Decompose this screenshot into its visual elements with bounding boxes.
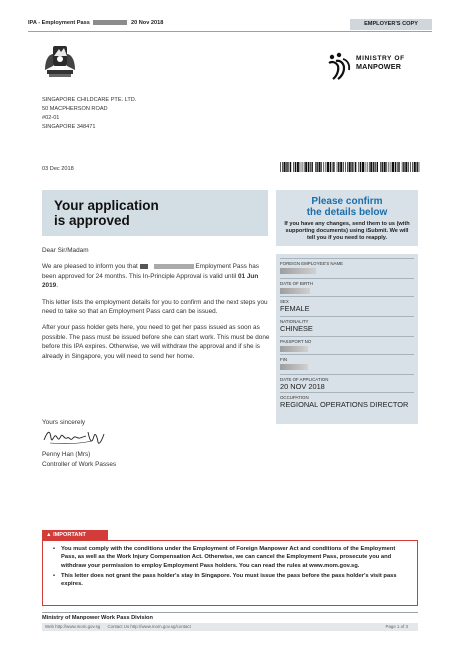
- field-fin: [280, 354, 414, 370]
- nationality-value: CHINESE: [280, 324, 313, 333]
- footer-web-link[interactable]: Web http://www.mom.gov.sg: [45, 624, 101, 629]
- signer-block: [42, 450, 116, 470]
- mom-emblem-icon: [326, 52, 354, 80]
- footer-org: Ministry of Manpower Work Pass Division: [42, 615, 153, 621]
- redacted-passport-value: [280, 346, 308, 352]
- reference-line: [28, 20, 163, 26]
- sex-value: FEMALE: [280, 304, 310, 313]
- letter-body: [42, 246, 270, 368]
- field-employee-name: [280, 258, 414, 274]
- paragraph-1-rest: Employment Pass has been approved for 24 months. This In-Principle Approval is valid until: [42, 263, 259, 280]
- header-bar: [28, 20, 432, 32]
- field-passport-no: [280, 336, 414, 352]
- signer-name: Penny Han (Mrs): [42, 451, 91, 458]
- approval-banner: [42, 190, 268, 236]
- redacted-employee-name-value: [280, 268, 316, 274]
- field-sex: [280, 296, 414, 314]
- paragraph-3: After your pass holder gets here, you need to get her pass issued as soon as possible. The pass must be issued before she can start work. This must be done before this IPA expires. Otherwise, we will withdraw the approval and if she is already in Singapore, you will need to send her home.: [42, 324, 270, 360]
- footer-links: [42, 623, 418, 631]
- footer: [42, 612, 418, 631]
- important-item-2: • This letter does not grant the pass holder's stay in Singapore. You must issue the pass before the pass holder's visit pass expires.: [53, 572, 411, 589]
- field-nationality: [280, 316, 414, 334]
- closing: Yours sincerely: [42, 419, 86, 426]
- salutation: Dear Sir/Madam: [42, 247, 89, 254]
- doa-value: 20 NOV 2018: [280, 382, 325, 391]
- important-notice: [42, 540, 418, 606]
- sex-label: SEX: [280, 299, 289, 304]
- warning-icon: ▲: [46, 532, 54, 538]
- redacted-employee-name: [140, 264, 194, 269]
- valid-until-date: 01 Jun 2019: [42, 272, 259, 290]
- singapore-crest-icon: [42, 44, 78, 80]
- letter-date: 03 Dec 2018: [42, 166, 74, 172]
- address-line-4: SINGAPORE 348471: [42, 124, 96, 130]
- page-number: Page 1 of 3: [385, 624, 408, 629]
- important-label: IMPORTANT: [53, 532, 86, 538]
- mom-line2: MANPOWER: [356, 62, 402, 72]
- field-date-of-application: [280, 374, 414, 392]
- occupation-value: REGIONAL OPERATIONS DIRECTOR: [280, 400, 409, 409]
- paragraph-1: We are pleased to inform you that Employment Pass has been approved for 24 months. This In-Principle Approval is valid until 01 Jun 2019.: [42, 263, 259, 290]
- confirm-subtext: If you have any changes, send them to us (with supporting documents) using iSubmit. We will tell you if you need to reapply.: [284, 221, 410, 241]
- paragraph-1-start: We are pleased to inform you that: [42, 263, 138, 271]
- mom-logo: [326, 52, 436, 82]
- dob-label: DATE OF BIRTH: [280, 281, 314, 286]
- address-line-1: SINGAPORE CHILDCARE PTE. LTD.: [42, 97, 137, 103]
- mom-wordmark: [356, 55, 405, 71]
- paragraph-2: This letter lists the employment details for you to confirm and the next steps you need to take so that an Employment Pass card can be issued.: [42, 298, 268, 316]
- redacted-dob-value: [280, 288, 310, 294]
- mom-line1: MINISTRY OF: [356, 55, 405, 62]
- barcode-icon: [280, 162, 422, 172]
- signer-title: Controller of Work Passes: [42, 461, 117, 468]
- address-line-3: #02-01: [42, 115, 60, 121]
- copy-label: EMPLOYER'S COPY: [350, 19, 432, 30]
- redacted-reference: [93, 20, 127, 25]
- occupation-label: OCCUPATION: [280, 395, 309, 400]
- approval-line-2: is approved: [54, 213, 130, 228]
- employer-address: [42, 96, 136, 132]
- field-occupation: [280, 392, 414, 410]
- approval-title: [54, 198, 159, 228]
- nationality-label: NATIONALITY: [280, 319, 309, 324]
- employee-name-label: FOREIGN EMPLOYEE'S NAME: [280, 261, 344, 266]
- approval-line-1: Your application: [54, 198, 159, 213]
- doa-label: DATE OF APPLICATION: [280, 377, 329, 382]
- important-tag: [42, 530, 108, 540]
- employee-details-panel: [276, 254, 418, 424]
- field-date-of-birth: [280, 278, 414, 294]
- footer-contact-link[interactable]: Contact Us http://www.mom.gov.sg/contact: [107, 624, 191, 629]
- signature-icon: [42, 426, 106, 448]
- important-item-1: • You must comply with the conditions under the Employment of Foreign Manpower Act and conditions of the Employment Pass, as well as the Work Injury Compensation Act. Otherwise, we can cancel the Employment Pass, prosecute you and withdraw your permission to employ Employment Pass holders. You can read the rules at www.mom.gov.sg.: [53, 545, 411, 570]
- confirm-heading-1: Please confirm: [311, 196, 383, 207]
- fin-label: FIN: [280, 357, 288, 362]
- reference-prefix: IPA - Employment Pass: [28, 20, 90, 26]
- confirm-panel-header: [276, 190, 418, 246]
- redacted-fin-value: [280, 364, 308, 370]
- address-line-2: 50 MACPHERSON ROAD: [42, 106, 108, 112]
- confirm-heading: [276, 196, 418, 218]
- passport-label: PASSPORT NO: [280, 339, 312, 344]
- confirm-heading-2: the details below: [306, 207, 388, 218]
- reference-date: 20 Nov 2018: [130, 20, 164, 26]
